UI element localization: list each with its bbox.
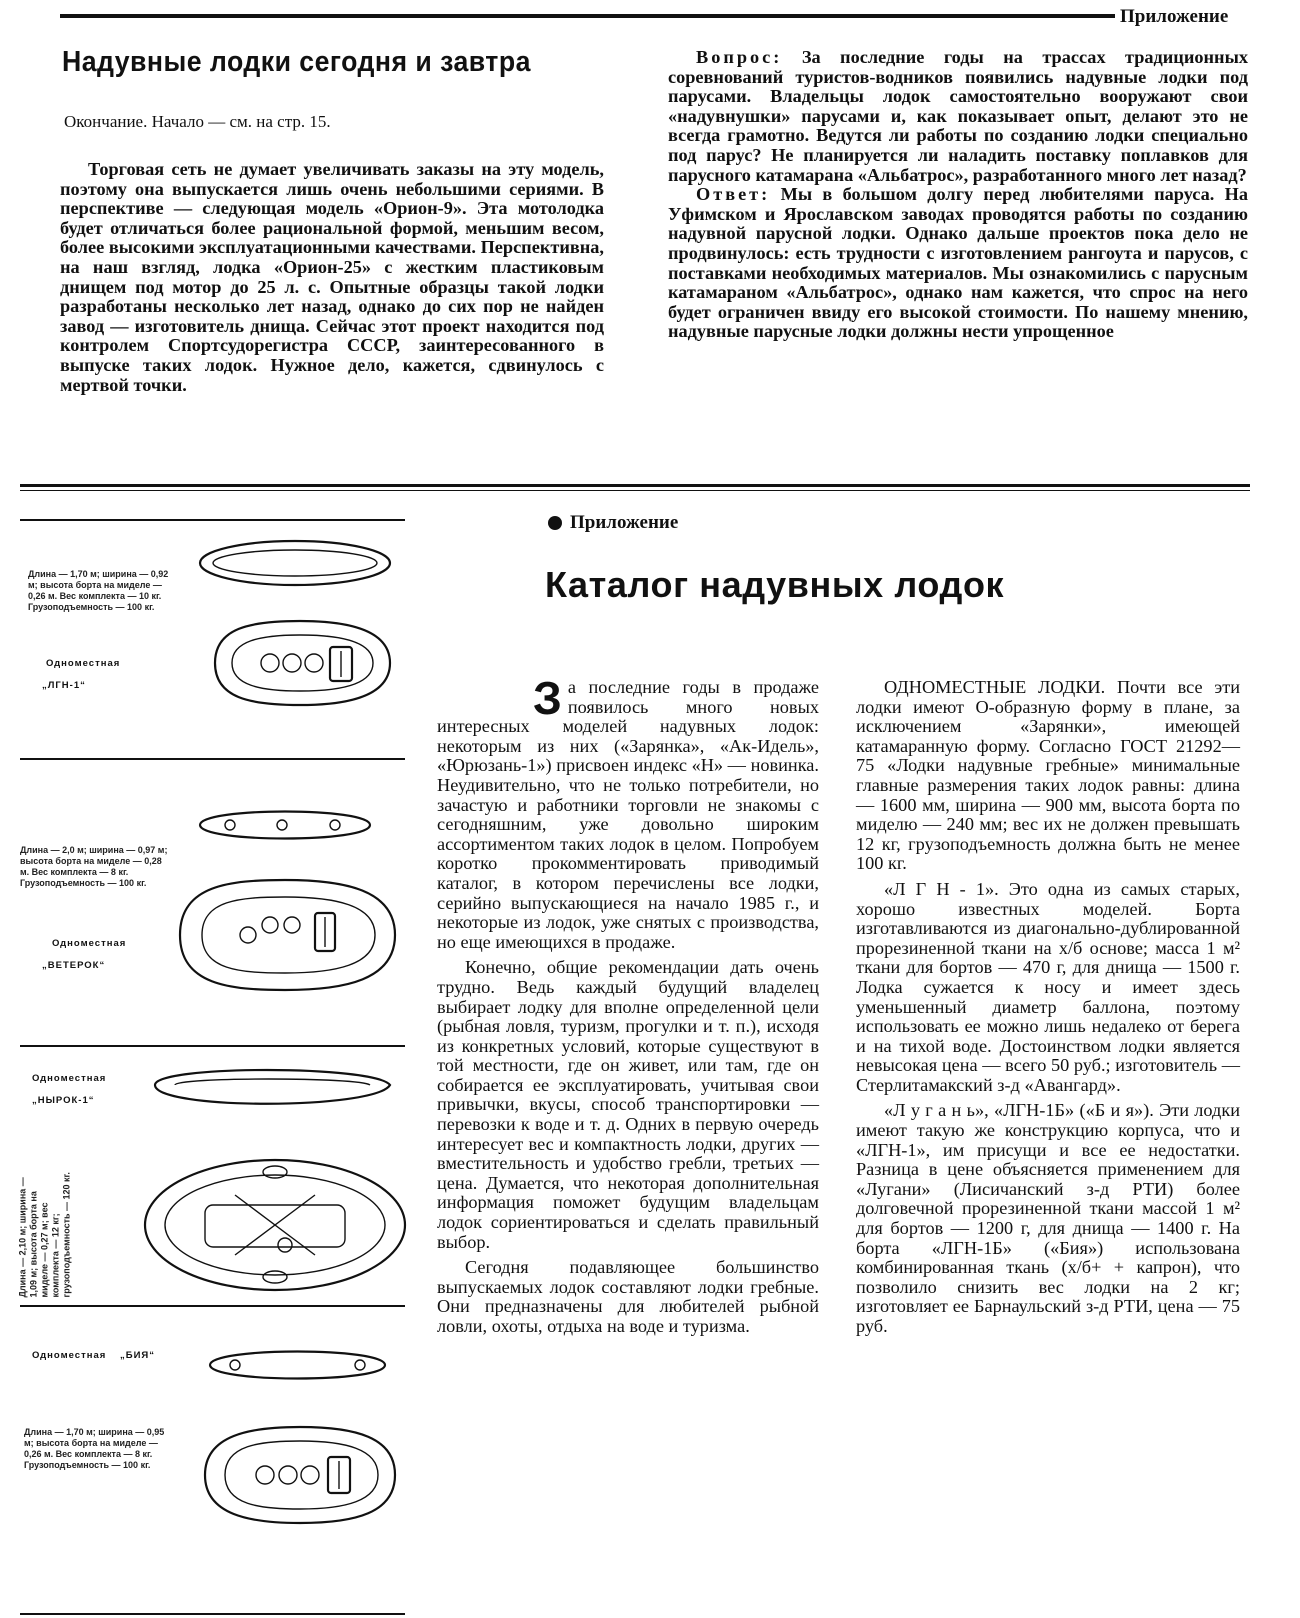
boat-name: „НЫРОК-1“ <box>32 1095 95 1106</box>
article-title: Надувные лодки сегодня и завтра <box>62 46 531 78</box>
boat-type: Одноместная <box>52 938 127 949</box>
section-rule-bottom <box>20 490 1250 491</box>
continuation-note: Окончание. Начало — см. на стр. 15. <box>64 112 331 131</box>
boat-type: Одноместная <box>32 1073 107 1084</box>
catalog-divider <box>20 1045 405 1047</box>
text-column-2 <box>856 678 1240 1343</box>
running-header: Приложение <box>1120 6 1229 27</box>
boat-name: „ЛГН-1“ <box>42 680 86 691</box>
catalog-divider <box>20 1305 405 1307</box>
catalog-divider <box>20 758 405 760</box>
col1-paragraph-2: Конечно, общие рекомендации дать очень трудно. Ведь каждый будущий владелец выбирает лодку для вполне определенной цели (рыбная ловля, туризм, прогулки и т. п.), исходя из конкретных условий, которые существуют в той местности, где он живет, или там, где он собирается ее эксплуатировать, учитывая свои привычки, вкусы, способ транспортировки — перевозки к воде и т. д. Одних в первую очередь интересует вес и компактность лодки, других — вместительность и удобство гребли, третьих — цена. Думается, что некоторая дополнительная информация поможет будущим владельцам лодок сориентироваться и сделать правильный выбор. <box>437 957 819 1252</box>
boat-name: „ВЕТЕРОК“ <box>42 960 106 971</box>
catalog-title: Каталог надувных лодок <box>545 564 1005 605</box>
catalog-divider <box>20 1613 405 1615</box>
boat-illustrations <box>17 515 415 1615</box>
col1-p1-text: а последние годы в продаже появилось много новых интересных моделей надувных лодок: некоторым из них («Зарянка», «Ак-Идель», «Юрюзань-1») присвоен индекс «Н» — новинка. Неудивительно, что не только потребители, но зачастую и работники торговли не знакомы с сегодняшним, уже довольно широким ассортиментом таких лодок в целом. Попробуем коротко прокомментировать приводимый каталог, в котором перечислены все лодки, серийно выпускающиеся на начало 1985 г., и некоторые из лодок, уже снятых с производства, но еще имеющихся в продаже. <box>437 677 819 952</box>
col2-paragraph-2: «Л Г Н - 1». Это одна из самых старых, хорошо известных моделей. Борта изготавливаются из диагонально-дублированной прорезиненной ткани на х/б основе; масса 1 м² ткани для бортов — 470 г, для днища — 1500 г. Лодка сужается к носу и имеет здесь уменьшенный диаметр баллона, поэтому использовать ее можно лишь недалеко от берега и на тихой воде. Достоинством лодки является невысокая цена — всего 50 руб.; изготовитель — Стерлитамакский з-д «Авангард». <box>856 878 1240 1095</box>
boat-spec: Длина — 1,70 м; ширина — 0,95 м; высота борта на миделе — 0,26 м. Вес комплекта — 8 кг. Грузоподъемность — 100 кг. <box>24 1427 165 1470</box>
catalog-divider <box>20 519 405 521</box>
col2-paragraph-3: «Л у г а н ь», «ЛГН-1Б» («Б и я»). Эти лодки имеют такую же конструкцию корпуса, что и «ЛГН-1», им присущи и все ее недостатки. Разница в цене объясняется применением для «Лугани» (Лисичанский з-д РТИ) более долговечной прорезиненной ткани массой 1 м² для бортов — 1200 г, для днища — 1400 г. На борта «ЛГН-1Б» («Бия») использована комбинированная ткань (х/б+ + капрон), что позволило снизить вес лодки на 2 кг; изготовляет ее Барнаульский з-д РТИ, цена — 75 руб. <box>856 1100 1240 1336</box>
col1-paragraph-1 <box>437 672 819 952</box>
answer-paragraph <box>668 185 1248 342</box>
section-header <box>548 512 678 534</box>
boat-type: Одноместная <box>32 1350 107 1361</box>
boat-name: „БИЯ“ <box>120 1350 155 1361</box>
boat-nyrok-drawing <box>135 1055 415 1300</box>
boat-type: Одноместная <box>46 658 121 669</box>
col1-paragraph-3: Сегодня подавляющее большинство выпускаемых лодок составляют лодки гребные. Они предназначены для любителей рыбной ловли, охоты, отдыха на воде и туризма. <box>437 1257 819 1336</box>
col2-paragraph-1: ОДНОМЕСТНЫЕ ЛОДКИ. Почти все эти лодки имеют О-образную форму в плане, за исключением «Зарянки», имеющей катамаранную форму. Согласно ГОСТ 21292—75 «Лодки надувные гребные» минимальные главные размерения таких лодок равны: длина — 1600 мм, ширина — 900 мм, высота борта по миделю — 240 мм; вес их не должен превышать 12 кг, грузоподъемность должна быть не менее 100 кг. <box>856 677 1240 874</box>
qa-block <box>668 48 1248 342</box>
question-label: Вопрос: <box>696 47 783 67</box>
drop-cap: З <box>533 672 562 724</box>
section-label: Приложение <box>570 512 679 533</box>
boat-spec: Длина — 2,0 м; ширина — 0,97 м; высота борта на миделе — 0,28 м. Вес комплекта — 8 кг. Грузоподъемность — 100 кг. <box>20 845 168 888</box>
answer-text: Мы в большом долгу перед любителями паруса. На Уфимском и Ярославском заводах проводятся работы по созданию надувной парусной лодки. Однако дальше проектов пока дело не продвинулось: есть трудности с изготовлением рангоута и парусов, с поставками необходимых материалов. Мы ознакомились с парусным катамараном «Альбатрос», однако нам кажется, что спрос на него будет ограничен ввиду его высокой стоимости. По нашему мнению, надувные парусные лодки должны нести упрощенное <box>668 184 1248 342</box>
boat-veterok-drawing <box>170 795 405 1035</box>
header-rule <box>60 14 1115 18</box>
boat-lgn1-drawing <box>190 533 400 748</box>
article-left-text: Торговая сеть не думает увеличивать заказы на эту модель, поэтому она выпускается лишь очень небольшими сериями. В перспективе — следующая модель «Орион-9». Эта мотолодка будет отличаться более рациональной формой, меньшим весом, более высокими эксплуатационными качествами. Перспективна, на наш взгляд, лодка «Орион-25» с жестким пластиковым днищем под мотор до 25 л. с. Опытные образцы такой лодки разработаны несколько лет назад, однако до сих пор не найден завод — изготовитель днища. Сейчас этот проект находится под контролем Спортсудорегистра СССР, заинтересованного в выпуске таких лодок. Нужное дело, кажется, сдвинулось с мертвой точки. <box>60 159 604 395</box>
text-column-1 <box>437 672 819 1343</box>
answer-label: Ответ: <box>696 184 771 205</box>
boat-spec: Длина — 1,70 м; ширина — 0,92 м; высота борта на миделе — 0,26 м. Вес комплекта — 10 кг. Грузоподъемность — 100 кг. <box>28 569 169 612</box>
question-text: За последние годы на трассах традиционных соревнований туристов-водников появились надувные лодки под парусами. Владельцы лодок самостоятельно вооружают свои «надувнушки» парусами и, как показывает опыт, делают это не всегда грамотно. Ведутся ли работы по созданию лодки специально под парус? Не планируется ли наладить поставку поплавков для парусного катамарана «Альбатрос», разработанного много лет назад? <box>668 47 1248 185</box>
boat-spec: Длина — 2,10 м; ширина — 1,09 м; высота борта на миделе — 0,27 м; вес комплекта — 12 кг; грузоподъемность — 120 кг. <box>17 1172 72 1298</box>
section-rule-top <box>20 484 1250 487</box>
boat-biya-drawing <box>190 1325 405 1570</box>
question-paragraph <box>668 48 1248 185</box>
bullet-icon <box>548 516 562 530</box>
